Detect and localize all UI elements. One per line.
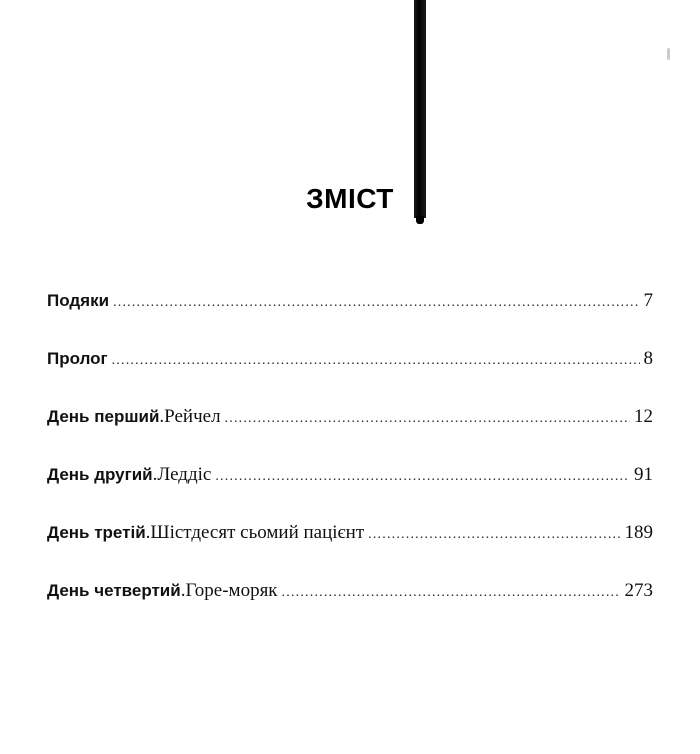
dot-leader [215,469,630,485]
toc-entry-acknowledgements [47,290,653,348]
toc-entry-subtitle: Рейчел [164,406,221,427]
toc-entry-day-two [47,464,653,522]
dot-leader [225,411,630,427]
toc-entry-title: Подяки [47,291,110,310]
toc-entry-subtitle: Леддіс [157,464,212,485]
toc-entry-page-number: 7 [643,290,653,311]
toc-entry-page-number: 273 [624,580,653,601]
toc-entry-subtitle: Шістдесят сьомий пацієнт [150,522,365,543]
toc-entry-page-number: 91 [634,464,653,485]
toc-entry-title: День третій [47,523,146,542]
toc-entry-day-three [47,522,653,580]
dot-leader [368,527,620,543]
table-of-contents [47,290,653,638]
dot-leader [282,585,621,601]
toc-entry-separator: . [145,522,151,543]
toc-entry-subtitle: Горе-моряк [185,580,278,601]
toc-entry-separator: . [180,580,186,601]
toc-entry-title: День перший [47,407,160,426]
contents-heading: ЗМІСТ [306,183,394,214]
toc-entry-day-one [47,406,653,464]
toc-entry-title: Пролог [47,349,108,368]
dot-leader [112,353,640,369]
dot-leader [113,295,639,311]
scan-speck [667,48,670,60]
toc-entry-separator: . [159,406,165,427]
toc-entry-prologue [47,348,653,406]
toc-entry-page-number: 8 [643,348,653,369]
toc-entry-separator: . [152,464,158,485]
toc-entry-page-number: 12 [634,406,653,427]
toc-entry-title: День другий [47,465,153,484]
toc-entry-page-number: 189 [624,522,653,543]
toc-entry-day-four [47,580,653,638]
toc-entry-title: День четвертий [47,581,181,600]
